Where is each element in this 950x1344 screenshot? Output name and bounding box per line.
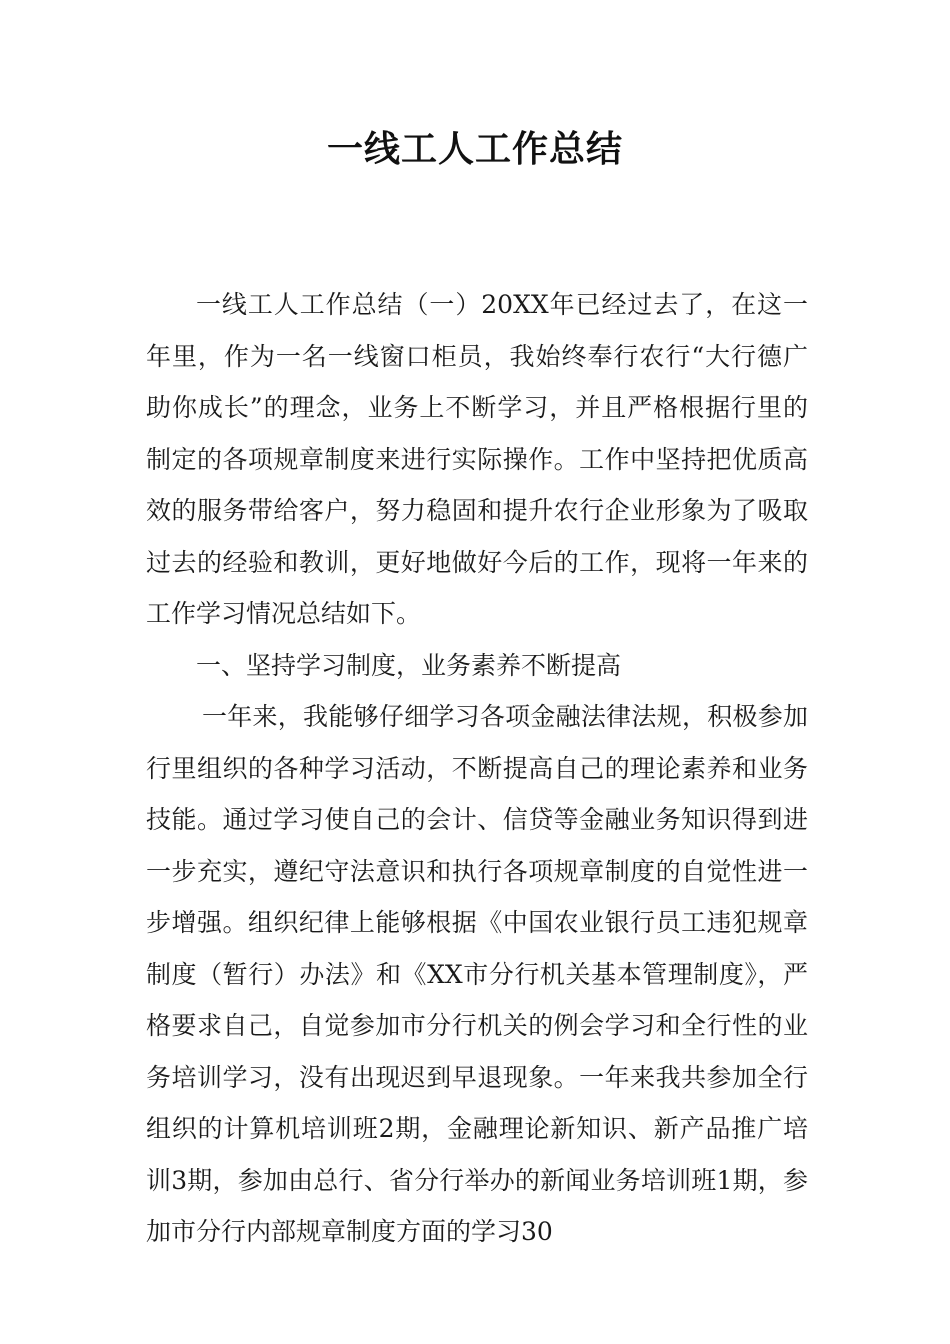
document-title: 一线工人工作总结: [326, 129, 623, 170]
document-body: [146, 279, 808, 1258]
intro-paragraph: 一线工人工作总结（一）20XX年已经过去了，在这一年里，作为一名一线窗口柜员，我始终奉行农行“大行德广助你成长”的理念，业务上不断学习，并且严格根据行里的制定的各项规章制度来进行实际操作。工作中坚持把优质高效的服务带给客户，努力稳固和提升农行企业形象为了吸取过去的经验和教训，更好地做好今后的工作，现将一年来的工作学习情况总结如下。: [146, 290, 808, 628]
section-paragraph: 一年来，我能够仔细学习各项金融法律法规，积极参加行里组织的各种学习活动，不断提高自己的理论素养和业务技能。通过学习使自己的会计、信贷等金融业务知识得到进一步充实，遵纪守法意识和执行各项规章制度的自觉性进一步增强。组织纪律上能够根据《中国农业银行员工违犯规章制度（暂行）办法》和《XX市分行机关基本管理制度》，严格要求自己，自觉参加市分行机关的例会学习和全行性的业务培训学习，没有出现迟到早退现象。一年来我共参加全行组织的计算机培训班2期，金融理论新知识、新产品推广培训3期，参加由总行、省分行举办的新闻业务培训班1期，参加市分行内部规章制度方面的学习30: [146, 702, 808, 1246]
section-heading: 一、坚持学习制度，业务素养不断提高: [196, 650, 622, 680]
